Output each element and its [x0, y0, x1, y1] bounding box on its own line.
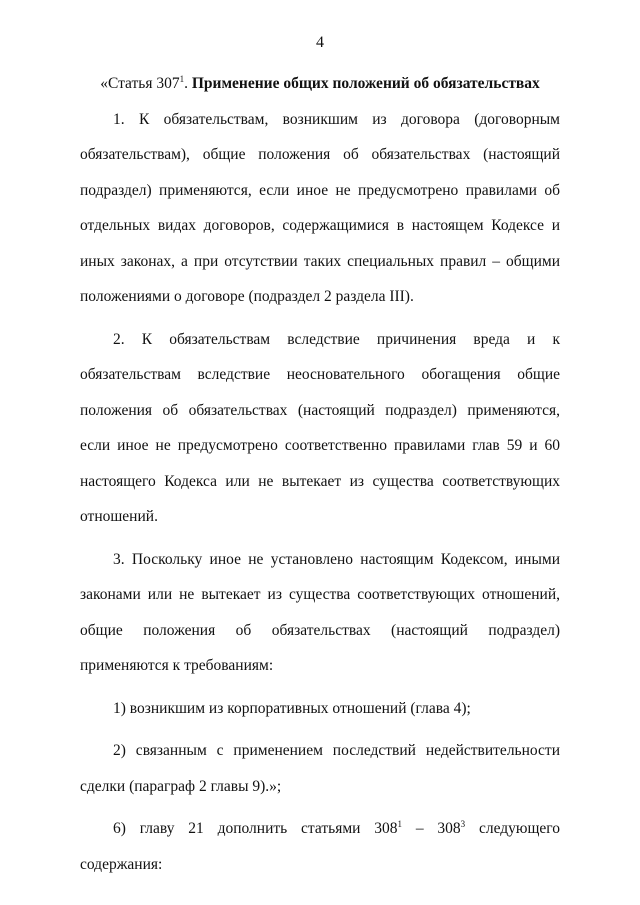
item6-text-a: 6) главу 21 дополнить статьями 308 [113, 820, 398, 837]
article-prefix: «Статья 307 [100, 75, 180, 92]
list-item-1: 1) возникшим из корпоративных отношений (глава 4); [113, 699, 471, 717]
page-number: 4 [316, 34, 324, 51]
article-title: Применение общих положений об обязательствах [191, 75, 540, 92]
article-heading: «Статья $307^1$. Применение общих положений об обязательствах [100, 73, 540, 92]
item6-text-c: следующего содержания: [80, 820, 560, 873]
item6-superscript-2: 3 [460, 818, 466, 829]
article-superscript: 1 [179, 73, 185, 84]
document-body [80, 66, 560, 885]
paragraph-1: 1. К обязательствам, возникшим из договора (договорным обязательствам), общие положения об обязательствах (настоящий подраздел) применяются, если иное не предусмотрено правилами об отдельных видах договоров, содержащимися в настоящем Кодексе и иных законах, а при отсутствии таких специальных правил – общими положениями о договоре (подраздел 2 раздела III). [80, 110, 560, 305]
paragraph-3: 3. Поскольку иное не установлено настоящим Кодексом, иными законами или не вытекает из существа соответствующих отношений, общие положения об обязательствах (настоящий подраздел) применяются к требованиям: [80, 550, 560, 674]
list-item-2: 2) связанным с применением последствий недействительности сделки (параграф 2 главы 9).»; [80, 742, 560, 795]
item6-superscript-1: 1 [397, 818, 402, 829]
item6-text-b: – 308 [402, 820, 461, 837]
list-item-6 [80, 811, 560, 882]
paragraph-2: 2. К обязательствам вследствие причинения вреда и к обязательствам вследствие неосновательного обогащения общие положения об обязательствах (настоящий подраздел) применяются, если иное не предусмотрено соответственно правилами глав 59 и 60 настоящего Кодекса или не вытекает из существа соответствующих отношений. [80, 330, 560, 525]
